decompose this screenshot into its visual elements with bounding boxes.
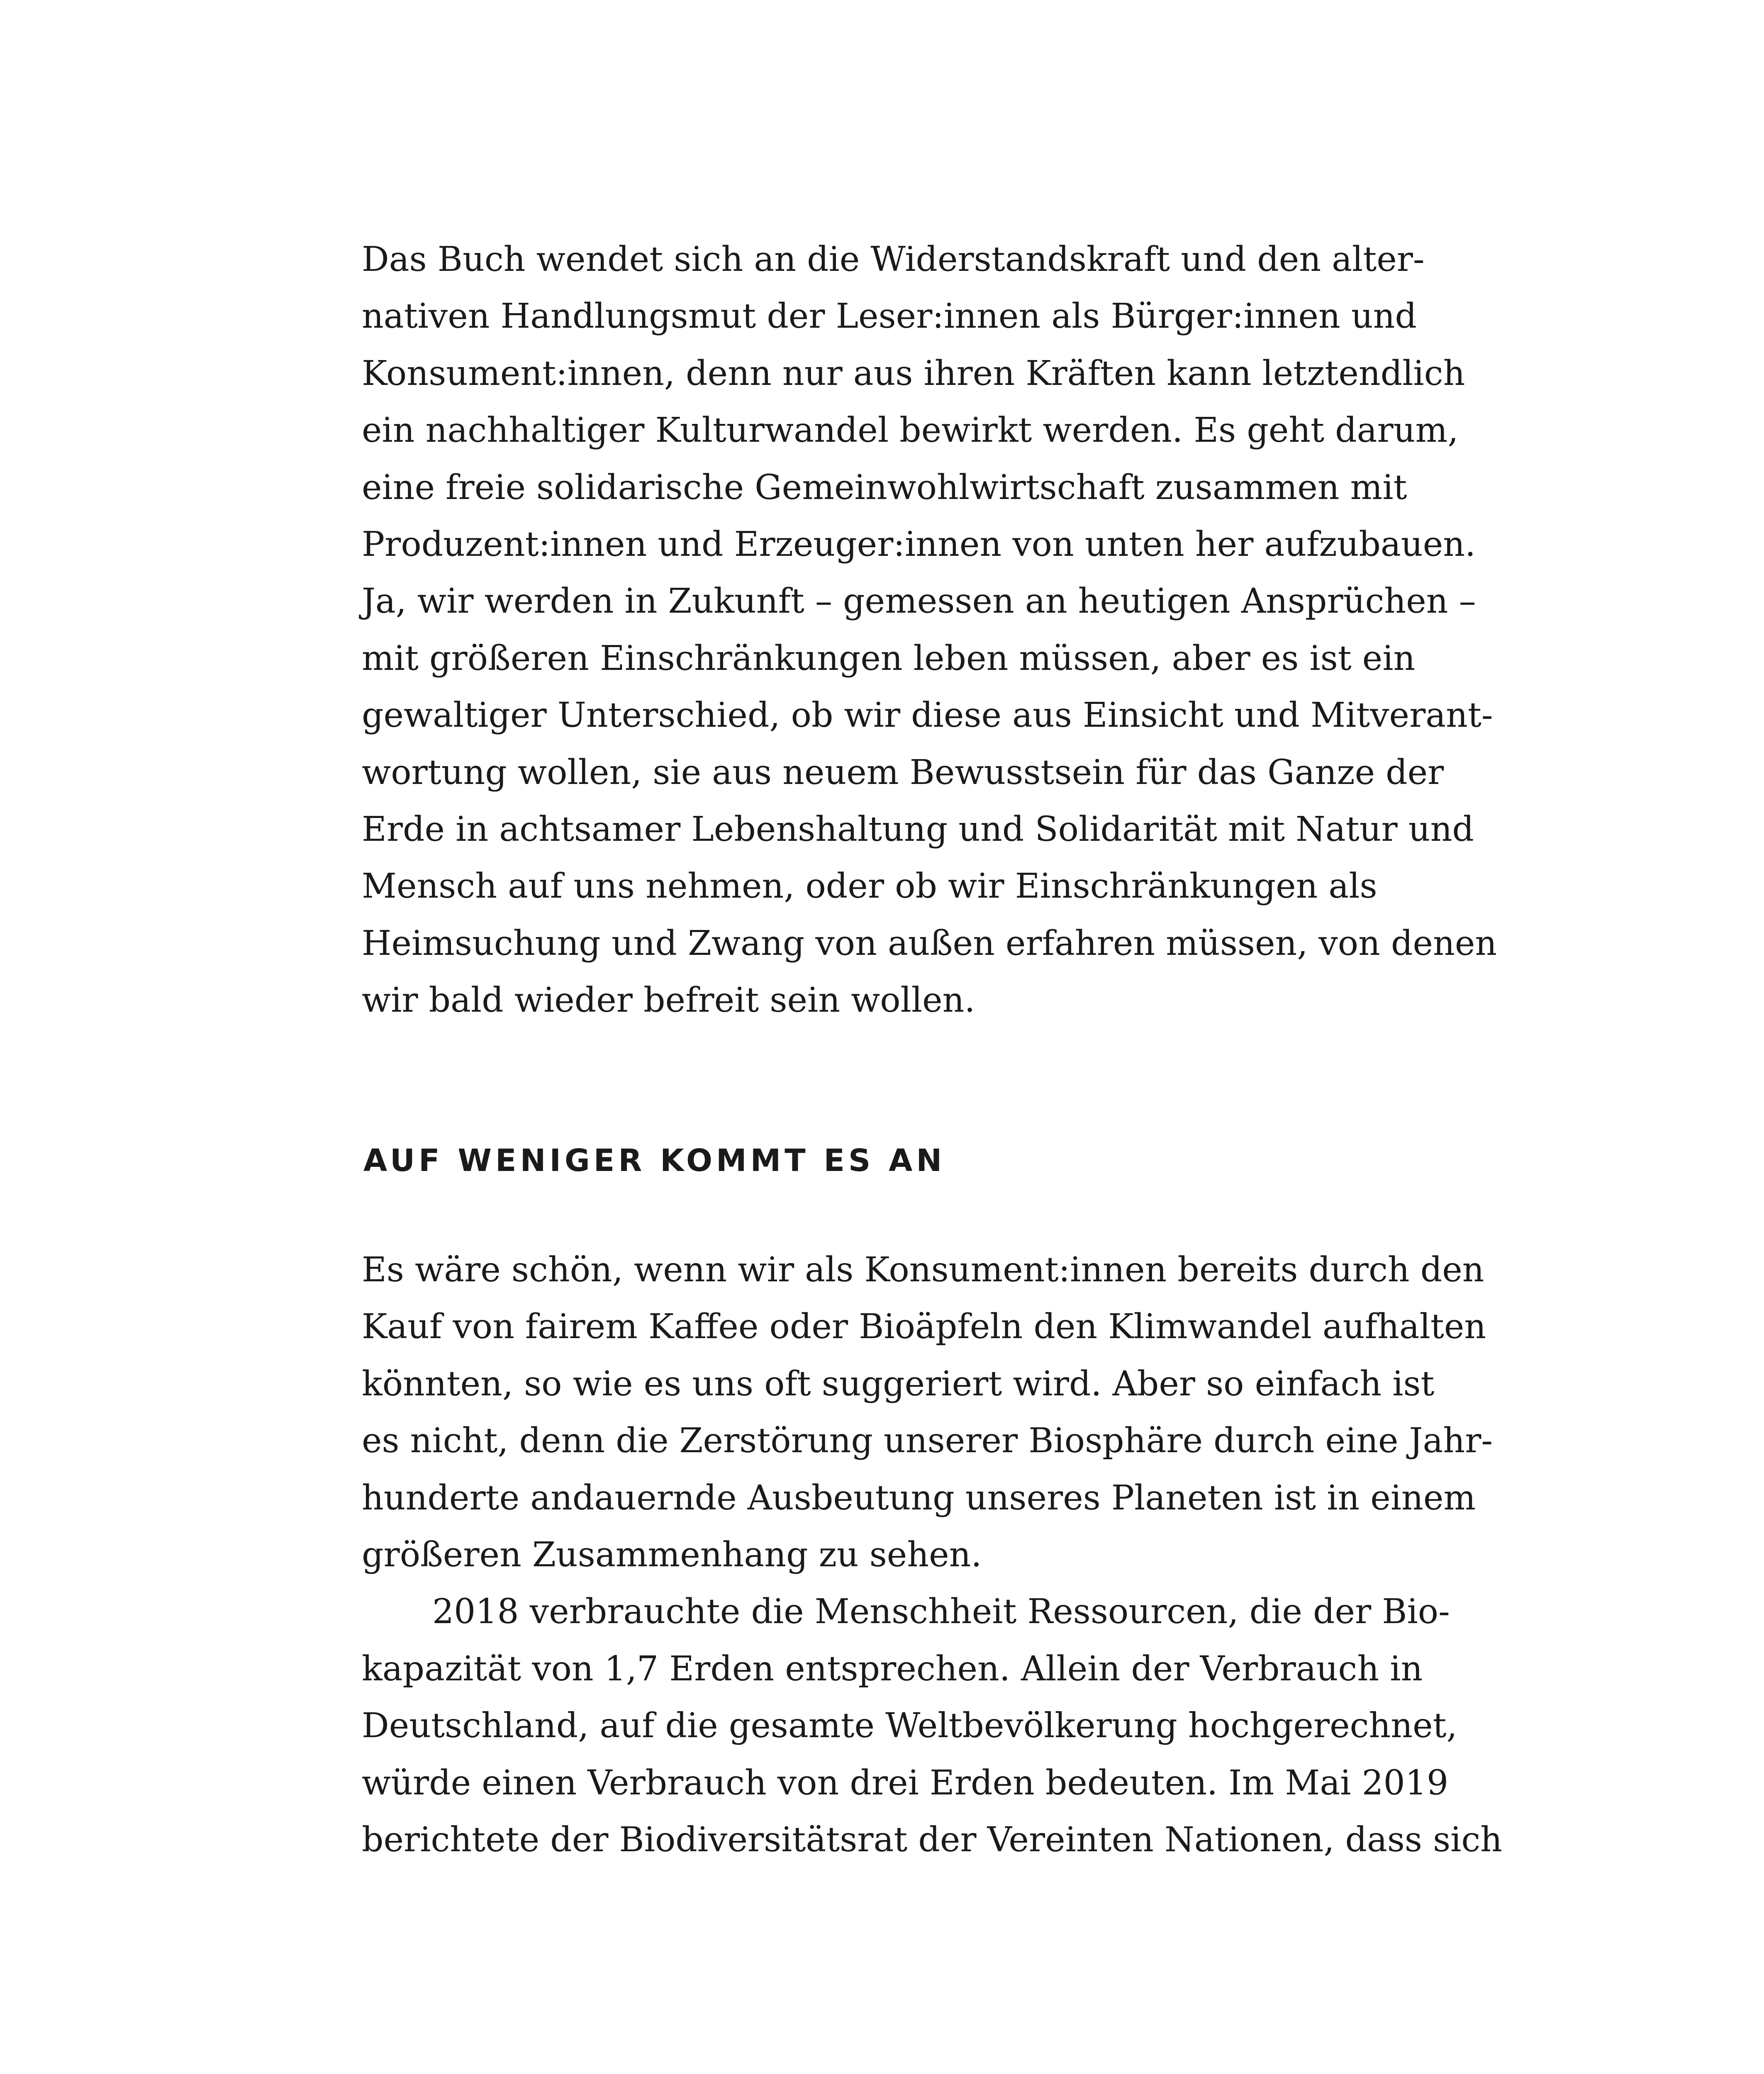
text-line: wortung wollen, sie aus neuem Bewusstsein für das Ganze der xyxy=(362,752,1444,792)
text-line: Erde in achtsamer Lebenshaltung und Solidarität mit Natur und xyxy=(362,809,1474,849)
body-paragraph-2 xyxy=(362,1241,1503,1868)
text-line: Kauf von fairem Kaffee oder Bioäpfeln den Klimwandel aufhalten xyxy=(362,1307,1486,1347)
text-line: Mensch auf uns nehmen, oder ob wir Einschränkungen als xyxy=(362,867,1377,906)
text-line: nativen Handlungsmut der Leser:innen als Bürger:innen und xyxy=(362,297,1417,336)
text-line: mit größeren Einschränkungen leben müssen, aber es ist ein xyxy=(362,638,1416,678)
text-line: berichtete der Biodiversitätsrat der Vereinten Nationen, dass sich xyxy=(362,1820,1503,1860)
text-line: kapazität von 1,7 Erden entsprechen. Allein der Verbrauch in xyxy=(362,1649,1423,1689)
section-heading: AUF WENIGER KOMMT ES AN xyxy=(363,1143,946,1178)
text-line: Das Buch wendet sich an die Widerstandskraft und den alter- xyxy=(362,240,1425,279)
text-line: Produzent:innen und Erzeuger:innen von unten her aufzubauen. xyxy=(362,524,1476,564)
text-line: wir bald wieder befreit sein wollen. xyxy=(362,981,975,1020)
text-line: würde einen Verbrauch von drei Erden bedeuten. Im Mai 2019 xyxy=(362,1763,1449,1803)
text-line: 2018 verbrauchte die Menschheit Ressourcen, die der Bio- xyxy=(432,1592,1450,1632)
text-line: Es wäre schön, wenn wir als Konsument:innen bereits durch den xyxy=(362,1250,1484,1290)
text-line: hunderte andauernde Ausbeutung unseres Planeten ist in einem xyxy=(362,1478,1476,1518)
text-line: gewaltiger Unterschied, ob wir diese aus Einsicht und Mitverant- xyxy=(362,696,1493,735)
text-line: könnten, so wie es uns oft suggeriert wird. Aber so einfach ist xyxy=(362,1364,1435,1404)
text-line: eine freie solidarische Gemeinwohlwirtschaft zusammen mit xyxy=(362,467,1407,507)
text-line: ein nachhaltiger Kulturwandel bewirkt werden. Es geht darum, xyxy=(362,411,1459,450)
body-paragraph-1 xyxy=(362,231,1497,1029)
text-line: Ja, wir werden in Zukunft – gemessen an heutigen Ansprüchen – xyxy=(362,582,1476,621)
text-line: Heimsuchung und Zwang von außen erfahren müssen, von denen xyxy=(362,923,1497,963)
text-line: größeren Zusammenhang zu sehen. xyxy=(362,1535,982,1575)
text-line: Konsument:innen, denn nur aus ihren Kräften kann letztendlich xyxy=(362,353,1465,393)
text-line: Deutschland, auf die gesamte Weltbevölkerung hochgerechnet, xyxy=(362,1706,1457,1746)
text-line: es nicht, denn die Zerstörung unserer Biosphäre durch eine Jahr- xyxy=(362,1421,1493,1461)
